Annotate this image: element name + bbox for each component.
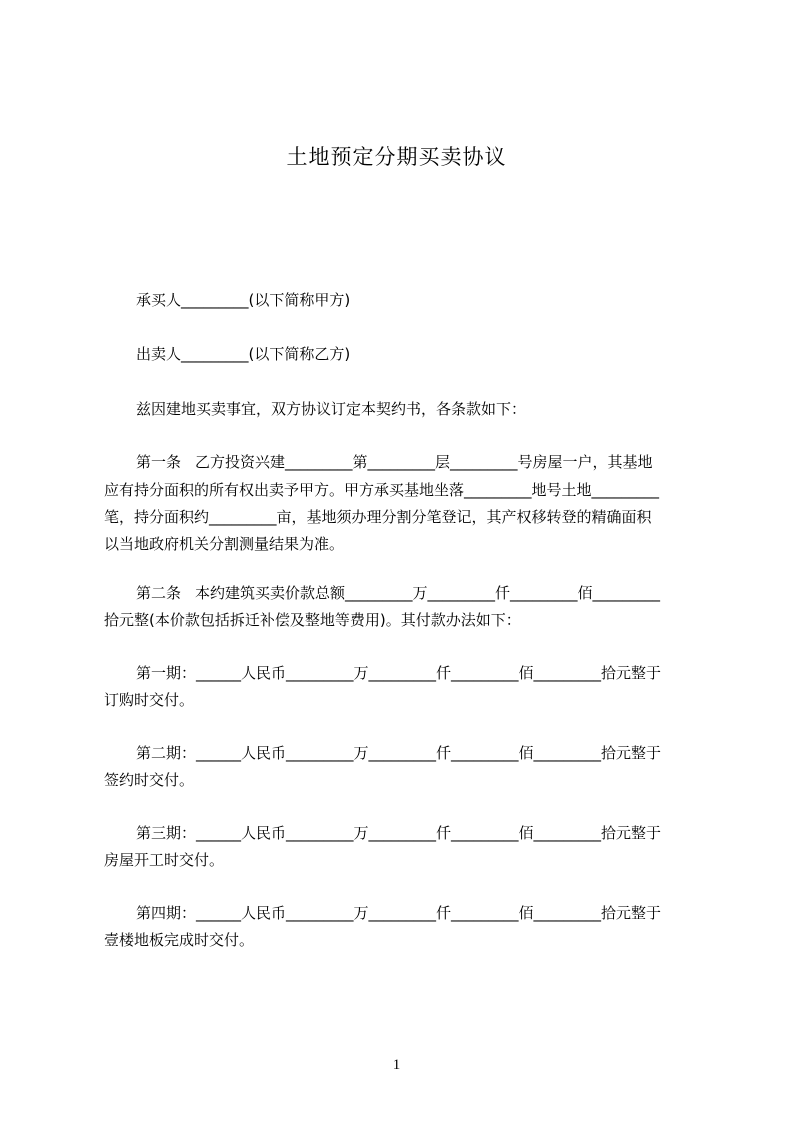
article-1-label: 第一条 <box>136 453 182 471</box>
article-1-line-1 <box>104 448 701 476</box>
article-1-line-4: 以当地政府机关分割测量结果为准。 <box>104 535 345 553</box>
installment-2-line-2: 签约时交付。 <box>104 771 195 789</box>
article-2-line-2: 拾元整(本价款包括拆迁补偿及整地等费用)。其付款办法如下： <box>104 611 521 629</box>
seller-line: 出卖人_________(以下简称乙方) <box>136 345 351 363</box>
page-number: 1 <box>392 1057 401 1073</box>
installment-4-line-2: 壹楼地板完成时交付。 <box>104 931 255 949</box>
document-title: 土地预定分期买卖协议 <box>286 145 507 169</box>
installment-3-line-2: 房屋开工时交付。 <box>104 851 225 869</box>
installment-2-line-1: 第二期：______人民币_________万_________仟_________佰_________拾元整于 <box>136 744 662 762</box>
installment-1-line-1: 第一期：______人民币_________万_________仟_________佰_________拾元整于 <box>136 664 662 682</box>
buyer-line: 承买人_________(以下简称甲方) <box>136 291 351 309</box>
article-1-line-2: 应有持分面积的所有权出卖予甲方。甲方承买基地坐落_________地号土地_________ <box>104 481 660 499</box>
installment-4-line-1: 第四期：______人民币_________万_________仟_________佰_________拾元整于 <box>136 904 662 922</box>
intro-line: 兹因建地买卖事宜，双方协议订定本契约书，各条款如下： <box>136 400 527 418</box>
article-1-line-3: 笔，持分面积约_________亩，基地须办理分割分笔登记，其产权移转登的精确面积 <box>104 508 652 526</box>
article-2-line-1 <box>104 579 701 607</box>
article-2-label: 第二条 <box>136 584 182 602</box>
installment-3-line-1: 第三期：______人民币_________万_________仟_________佰_________拾元整于 <box>136 824 662 842</box>
article-1-text: 乙方投资兴建_________第_________层_________号房屋一户，其基地 <box>195 453 653 471</box>
article-2-text: 本约建筑买卖价款总额_________万_________仟_________佰_________ <box>195 584 661 602</box>
installment-1-line-2: 订购时交付。 <box>104 691 195 709</box>
